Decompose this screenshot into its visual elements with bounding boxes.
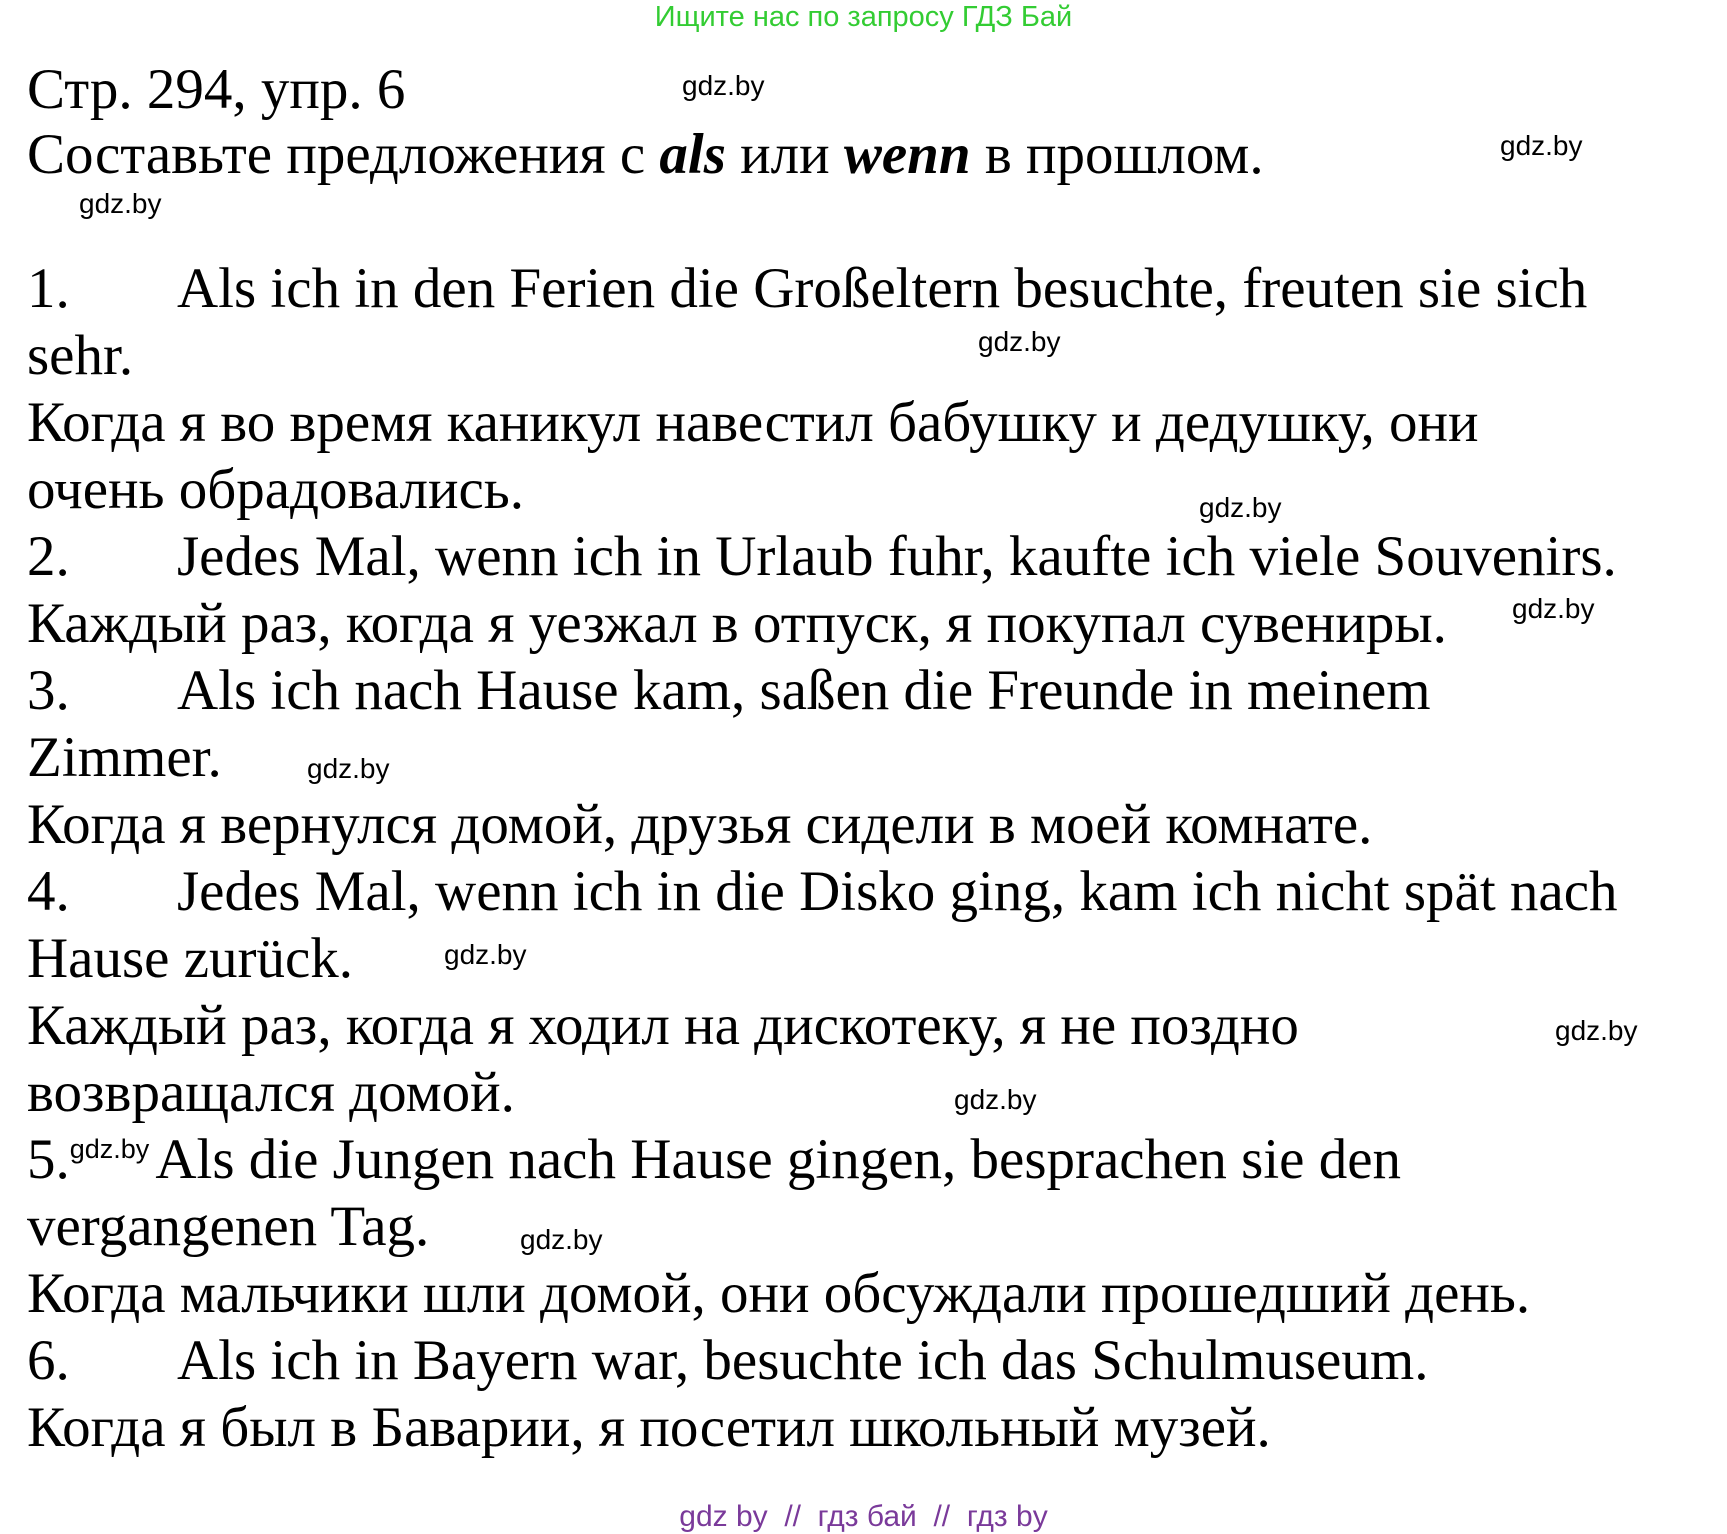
item-3-german-cont: Zimmer. xyxy=(27,726,222,789)
item-6-russian: Когда я был в Баварии, я посетил школьный музей. xyxy=(27,1396,1271,1459)
watermark: gdz.by xyxy=(307,753,390,784)
footer-watermark: gdz by // гдз бай // гдз by xyxy=(679,1500,1048,1533)
page-reference: Стр. 294, упр. 6 xyxy=(27,58,406,121)
item-1-german xyxy=(27,257,1587,321)
watermark: gdz.by xyxy=(978,326,1061,357)
item-3-german xyxy=(27,659,1431,723)
item-3-german-text: Als ich nach Hause kam, saßen die Freunde in meinem xyxy=(177,659,1431,722)
item-4-russian: Каждый раз, когда я ходил на дискотеку, я не поздно xyxy=(27,994,1299,1057)
watermark: gdz.by xyxy=(1555,1015,1638,1046)
item-5-german-cont: vergangenen Tag. xyxy=(27,1195,430,1258)
item-4-german xyxy=(27,860,1618,924)
item-1-number: 1. xyxy=(27,257,70,320)
item-6-number: 6. xyxy=(27,1329,70,1392)
task-word-als: als xyxy=(659,123,726,186)
item-5-russian: Когда мальчики шли домой, они обсуждали прошедший день. xyxy=(27,1262,1531,1325)
watermark: gdz.by xyxy=(1199,492,1282,523)
item-5-number: 5. xyxy=(27,1128,70,1191)
task-text-before: Составьте предложения с xyxy=(27,123,660,186)
top-banner: Ищите нас по запросу ГДЗ Бай xyxy=(654,1,1073,33)
item-4-number: 4. xyxy=(27,860,70,923)
item-5-german-text: Als die Jungen nach Hause gingen, besprachen sie den xyxy=(155,1128,1402,1191)
item-6-german xyxy=(27,1329,1428,1393)
item-6-german-text: Als ich in Bayern war, besuchte ich das Schulmuseum. xyxy=(177,1329,1429,1392)
item-3-russian: Когда я вернулся домой, друзья сидели в моей комнате. xyxy=(27,793,1373,856)
task-instruction xyxy=(27,123,1264,187)
watermark: gdz.by xyxy=(682,70,765,101)
watermark: gdz.by xyxy=(1512,593,1595,624)
item-3-number: 3. xyxy=(27,659,70,722)
task-word-wenn: wenn xyxy=(843,123,971,186)
item-1-russian: Когда я во время каникул навестил бабушку и дедушку, они xyxy=(27,391,1479,454)
item-1-german-text: Als ich in den Ferien die Großeltern besuchte, freuten sie sich xyxy=(177,257,1588,320)
item-4-russian-cont: возвращался домой. xyxy=(27,1061,515,1124)
item-4-german-text: Jedes Mal, wenn ich in die Disko ging, kam ich nicht spät nach xyxy=(177,860,1618,923)
watermark: gdz.by xyxy=(444,939,527,970)
task-text-middle: или xyxy=(725,123,844,186)
item-2-german-text: Jedes Mal, wenn ich in Urlaub fuhr, kaufte ich viele Souvenirs. xyxy=(177,525,1617,588)
item-4-german-cont: Hause zurück. xyxy=(27,927,354,990)
watermark: gdz.by xyxy=(79,188,162,219)
item-2-russian: Каждый раз, когда я уезжал в отпуск, я покупал сувениры. xyxy=(27,592,1447,655)
item-1-german-cont: sehr. xyxy=(27,324,134,387)
item-1-russian-cont: очень обрадовались. xyxy=(27,458,524,521)
task-text-after: в прошлом. xyxy=(970,123,1264,186)
item-2-german xyxy=(27,525,1617,589)
item-2-number: 2. xyxy=(27,525,70,588)
watermark-inline: gdz.by xyxy=(69,1134,150,1164)
item-5-german xyxy=(27,1128,1401,1192)
watermark: gdz.by xyxy=(954,1084,1037,1115)
watermark: gdz.by xyxy=(520,1224,603,1255)
watermark: gdz.by xyxy=(1500,130,1583,161)
